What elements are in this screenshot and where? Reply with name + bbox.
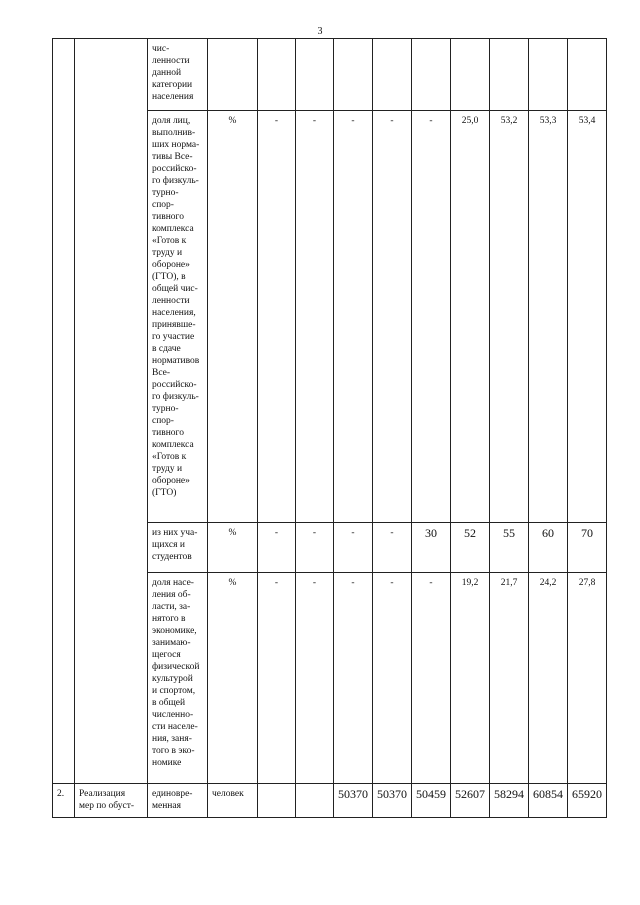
row-number: 2. (57, 789, 65, 799)
value-cell: 50370 (334, 784, 373, 818)
value-cell: 70 (568, 523, 607, 573)
value-cell: - (412, 573, 451, 784)
value-cell: - (334, 573, 373, 784)
indicator-cell (148, 39, 208, 111)
value-cell (412, 39, 451, 111)
indicator-text: единовре- менная (152, 789, 193, 811)
unit-cell: человек (208, 784, 258, 818)
measure-cell (75, 784, 148, 818)
value-cell: 60 (529, 523, 568, 573)
value-cell: - (258, 523, 296, 573)
value-cell: - (412, 111, 451, 523)
indicator-text: из них уча- щихся и студентов (152, 528, 198, 562)
value-cell: 55 (490, 523, 529, 573)
value-cell: - (334, 523, 373, 573)
value-cell (296, 784, 334, 818)
indicator-text: доля насе- ления об- ласти, за- нятого в экономике, занимаю- щегося физической культурой и спортом, в общей численно- сти населе- ния, заня- того в эко- номике (152, 578, 200, 768)
value-cell: - (258, 573, 296, 784)
value-cell: - (373, 523, 412, 573)
indicator-cell (148, 111, 208, 523)
value-cell: 60854 (529, 784, 568, 818)
indicator-cell (148, 784, 208, 818)
value-cell: 50459 (412, 784, 451, 818)
value-cell (373, 39, 412, 111)
value-cell: 52607 (451, 784, 490, 818)
value-cell: 27,8 (568, 573, 607, 784)
unit-cell (208, 39, 258, 111)
value-cell: 52 (451, 523, 490, 573)
value-cell: 19,2 (451, 573, 490, 784)
value-cell: 58294 (490, 784, 529, 818)
value-cell: 53,3 (529, 111, 568, 523)
value-cell: - (334, 111, 373, 523)
table-row (53, 784, 607, 818)
measure-text: Реализация мер по обуст- (79, 789, 135, 811)
value-cell: - (296, 523, 334, 573)
value-cell (490, 39, 529, 111)
indicators-table (52, 38, 607, 818)
value-cell: 50370 (373, 784, 412, 818)
value-cell: - (373, 573, 412, 784)
value-cell (296, 39, 334, 111)
value-cell (568, 39, 607, 111)
value-cell: 30 (412, 523, 451, 573)
number-cell (53, 39, 75, 784)
value-cell (529, 39, 568, 111)
value-cell: - (258, 111, 296, 523)
value-cell: - (373, 111, 412, 523)
page-number: 3 (317, 26, 323, 37)
unit-cell: % (208, 573, 258, 784)
number-cell (53, 784, 75, 818)
value-cell: - (296, 573, 334, 784)
indicator-text: доля лиц, выполнив- ших норма- тивы Все- российско- го физкуль- турно- спор- тивного комплекса «Готов к труду и обороне» (ГТО), в общей чис- ленности населения, принявше- го участие в сдаче нормативов Все- российско- го физкуль- турно- спор- тивного комплекса «Готов к труду и обороне» (ГТО) (152, 116, 200, 498)
value-cell: 53,2 (490, 111, 529, 523)
value-cell: 24,2 (529, 573, 568, 784)
indicator-cell (148, 573, 208, 784)
table-row (53, 39, 607, 111)
value-cell: 65920 (568, 784, 607, 818)
indicator-cell (148, 523, 208, 573)
value-cell (451, 39, 490, 111)
value-cell: - (296, 111, 334, 523)
value-cell (258, 784, 296, 818)
value-cell (334, 39, 373, 111)
unit-cell: % (208, 523, 258, 573)
unit-cell: % (208, 111, 258, 523)
value-cell: 53,4 (568, 111, 607, 523)
indicator-text: чис- ленности данной категории населения (152, 44, 194, 102)
value-cell: 25,0 (451, 111, 490, 523)
measure-cell (75, 39, 148, 784)
value-cell: 21,7 (490, 573, 529, 784)
value-cell (258, 39, 296, 111)
